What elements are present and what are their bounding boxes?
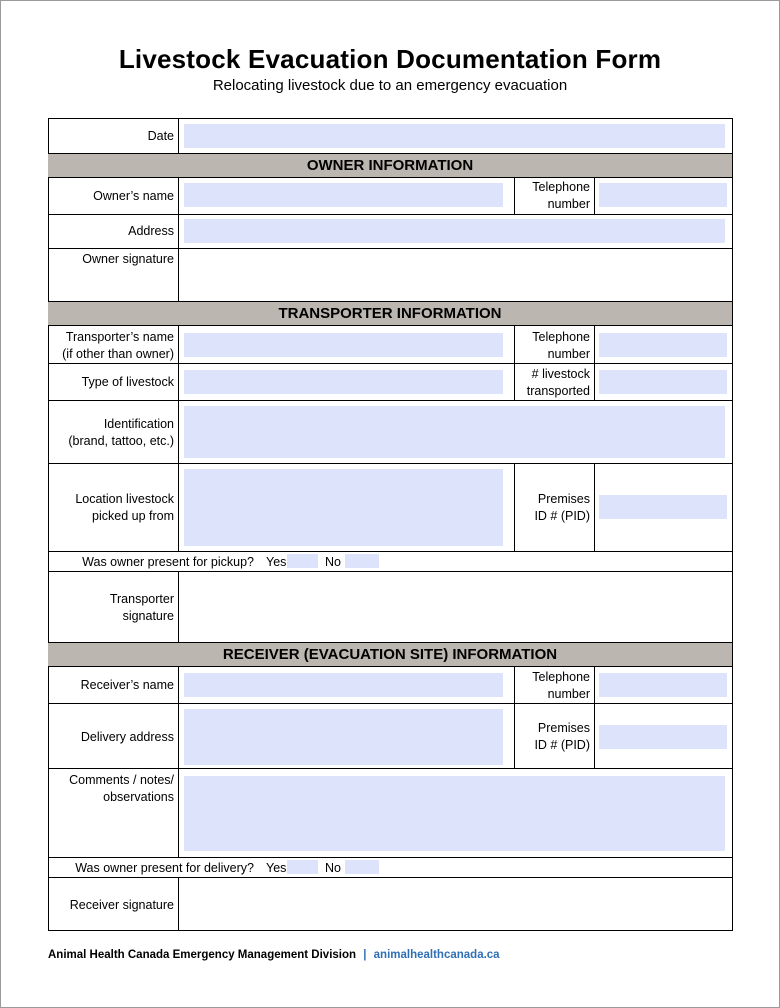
transporter-phone-label [516,329,590,363]
pickup-yes-label: Yes [266,555,287,569]
pickup-owner-present-label: Was owner present for pickup? [82,555,254,569]
delivery-no-checkbox[interactable] [345,860,379,874]
owner-phone-label [516,179,590,213]
pickup-yes-checkbox[interactable] [287,554,318,568]
form-subtitle: Relocating livestock due to an emergency evacuation [212,77,568,94]
owner-phone-field[interactable] [599,183,727,207]
label-line: Telephone [532,330,590,344]
row-divider [48,551,733,552]
label-line: picked up from [92,509,174,523]
livestock-count-field[interactable] [599,370,727,394]
row-divider [48,400,733,401]
row-divider [48,214,733,215]
label-line: (if other than owner) [62,347,174,361]
label-line: Premises [537,492,590,506]
label-line: Telephone [532,670,590,684]
label-line: Comments / notes/ [69,773,174,787]
section-header-transporter [48,302,732,325]
label-line: Premises [537,721,590,735]
row-divider [48,703,733,704]
transporter-signature-area[interactable] [179,572,732,642]
transporter-pid-field[interactable] [599,495,727,519]
receiver-signature-area[interactable] [179,878,732,930]
label-line: number [547,347,590,361]
receiver-signature-label: Receiver signature [69,898,174,912]
label-line: observations [103,790,174,804]
column-divider [594,463,595,551]
footer-separator: | [363,949,367,961]
delivery-address-field[interactable] [184,709,503,765]
delivery-yes-checkbox[interactable] [287,860,318,874]
row-divider [48,930,733,931]
delivery-address-label: Delivery address [80,730,174,744]
row-divider [48,118,733,119]
livestock-type-label: Type of livestock [81,375,174,389]
receiver-pid-field[interactable] [599,725,727,749]
column-divider [594,666,595,768]
pickup-location-field[interactable] [184,469,503,546]
footer-org: Animal Health Canada Emergency Management Division [48,949,357,961]
section-title: RECEIVER (EVACUATION SITE) INFORMATION [222,646,558,663]
identification-label [50,416,174,450]
transporter-signature-label [50,591,174,625]
transporter-phone-field[interactable] [599,333,727,357]
column-divider [514,177,515,214]
date-label: Date [147,129,174,143]
column-divider [514,325,515,400]
label-line: Identification [103,417,174,431]
label-line: number [547,687,590,701]
section-title: TRANSPORTER INFORMATION [278,305,502,322]
row-divider [48,768,733,769]
receiver-pid-label [516,720,590,754]
column-divider [178,666,179,857]
form-title: Livestock Evacuation Documentation Form [118,44,662,74]
section-header-receiver [48,643,732,666]
delivery-owner-present-label: Was owner present for delivery? [75,861,254,875]
label-line: Transporter [109,592,174,606]
pickup-location-label [50,491,174,525]
column-divider [514,463,515,551]
footer-link[interactable]: animalhealthcanada.ca [373,949,500,961]
livestock-count-label [516,366,590,400]
transporter-name-label [50,329,174,363]
label-line: signature [122,609,174,623]
label-line: number [547,197,590,211]
column-divider [178,118,179,153]
column-divider [178,325,179,551]
pickup-no-label: No [325,555,341,569]
date-field[interactable] [184,124,725,148]
transporter-pid-label [516,491,590,525]
row-divider [48,463,733,464]
comments-field[interactable] [184,776,725,851]
delivery-no-label: No [325,861,341,875]
label-line: transported [526,384,590,398]
receiver-name-field[interactable] [184,673,503,697]
owner-signature-label: Owner signature [82,252,174,266]
owner-name-label: Owner’s name [93,189,174,203]
label-line: # livestock [531,367,590,381]
owner-address-label: Address [128,224,174,238]
table-border-left [48,118,49,931]
label-line: Location livestock [75,492,174,506]
livestock-type-field[interactable] [184,370,503,394]
row-divider [48,363,733,364]
table-border-right [732,118,733,931]
label-line: Telephone [532,180,590,194]
delivery-yes-label: Yes [266,861,287,875]
row-divider [48,857,733,858]
section-header-owner [48,154,732,177]
identification-field[interactable] [184,406,725,458]
column-divider [594,325,595,400]
pickup-no-checkbox[interactable] [345,554,379,568]
row-divider [48,325,733,326]
receiver-phone-label [516,669,590,703]
column-divider [514,666,515,768]
row-divider [48,177,733,178]
section-title: OWNER INFORMATION [306,157,474,174]
label-line: ID # (PID) [534,509,590,523]
owner-address-field[interactable] [184,219,725,243]
owner-signature-area[interactable] [179,249,732,301]
comments-label [50,772,174,806]
row-divider [48,666,733,667]
column-divider [594,177,595,214]
transporter-name-field[interactable] [184,333,503,357]
label-line: ID # (PID) [534,738,590,752]
footer [48,949,500,961]
label-line: (brand, tattoo, etc.) [68,434,174,448]
receiver-phone-field[interactable] [599,673,727,697]
owner-name-field[interactable] [184,183,503,207]
label-line: Transporter’s name [65,330,174,344]
receiver-name-label: Receiver’s name [80,678,174,692]
